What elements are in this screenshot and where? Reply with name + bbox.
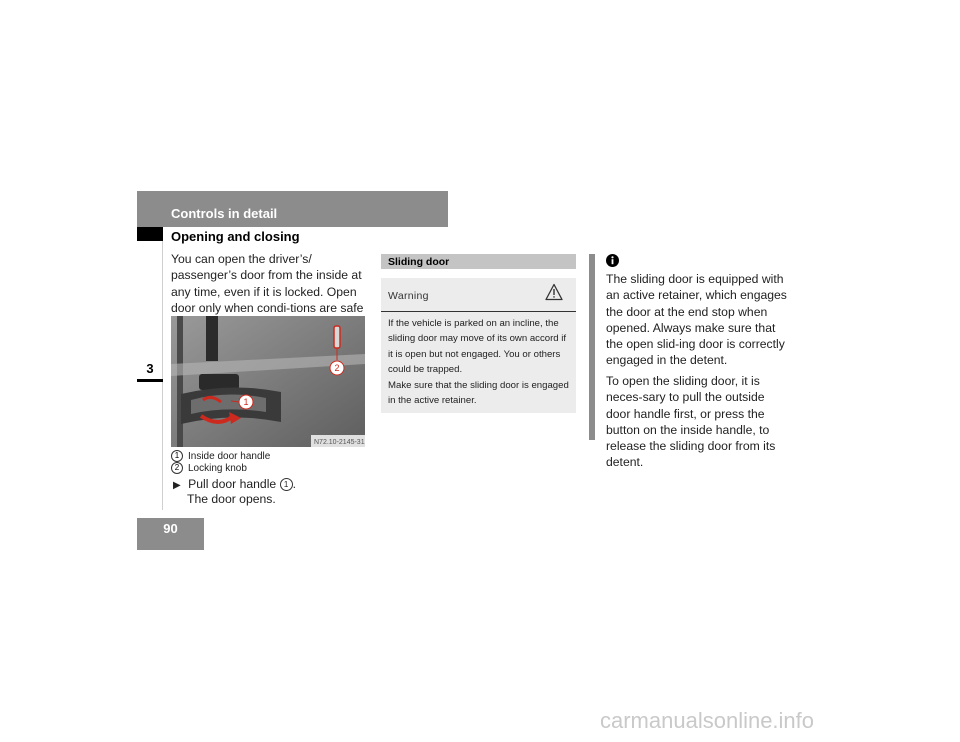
door-handle-photo bbox=[171, 316, 365, 447]
subsection-title: Opening and closing bbox=[171, 229, 300, 244]
legend-label: Locking knob bbox=[188, 462, 247, 474]
legend-number: 2 bbox=[171, 462, 183, 474]
info-icon bbox=[606, 254, 619, 267]
chapter-number: 3 bbox=[146, 361, 154, 376]
note-text: The sliding door is equipped with an active retainer, which engages the door at the end stop when opened. Always make sure that the open slid-ing door is correctly engaged in the detent. bbox=[606, 272, 787, 368]
legend-number: 1 bbox=[171, 450, 183, 462]
note-text: To open the sliding door, it is neces-sary to pull the outside door handle first, or press the button on the inside handle, to release the sliding door from its detent. bbox=[606, 374, 776, 470]
step-result: The door opens. bbox=[187, 492, 276, 506]
warning-text: If the vehicle is parked on an incline, the sliding door may move of its own accord if it is open but not engaged. You or others could be trapped. bbox=[388, 318, 567, 376]
intro-paragraph: You can open the driver’s/ passenger’s door from the inside at any time, even if it is locked. Open door only when condi-tions are safe bbox=[171, 252, 364, 315]
section-tab bbox=[137, 227, 163, 241]
legend-label: Inside door handle bbox=[188, 450, 271, 462]
watermark: carmanualsonline.info bbox=[600, 708, 815, 733]
warning-triangle-icon bbox=[545, 283, 563, 301]
photo-code: N72.10-2145-31 bbox=[314, 439, 365, 446]
step-period: . bbox=[292, 477, 296, 491]
warning-label: Warning bbox=[388, 290, 429, 302]
step-text: Pull door handle bbox=[188, 477, 277, 491]
header-left-block bbox=[137, 191, 163, 227]
step-reference: 1 bbox=[280, 478, 293, 491]
legend-item bbox=[171, 462, 247, 474]
svg-text:2: 2 bbox=[334, 363, 340, 373]
note-bar bbox=[589, 254, 595, 440]
page-number: 90 bbox=[163, 521, 178, 536]
svg-text:1: 1 bbox=[243, 397, 249, 407]
sliding-door-heading: Sliding door bbox=[388, 256, 450, 268]
chapter-marker bbox=[137, 379, 163, 382]
section-title: Controls in detail bbox=[171, 206, 278, 221]
warning-divider bbox=[381, 311, 576, 312]
step-arrow-icon: ▶ bbox=[173, 480, 181, 491]
warning-text: Make sure that the sliding door is engaged in the active retainer. bbox=[388, 380, 569, 407]
legend-item bbox=[171, 450, 270, 462]
door-handle-illustration bbox=[171, 316, 365, 447]
